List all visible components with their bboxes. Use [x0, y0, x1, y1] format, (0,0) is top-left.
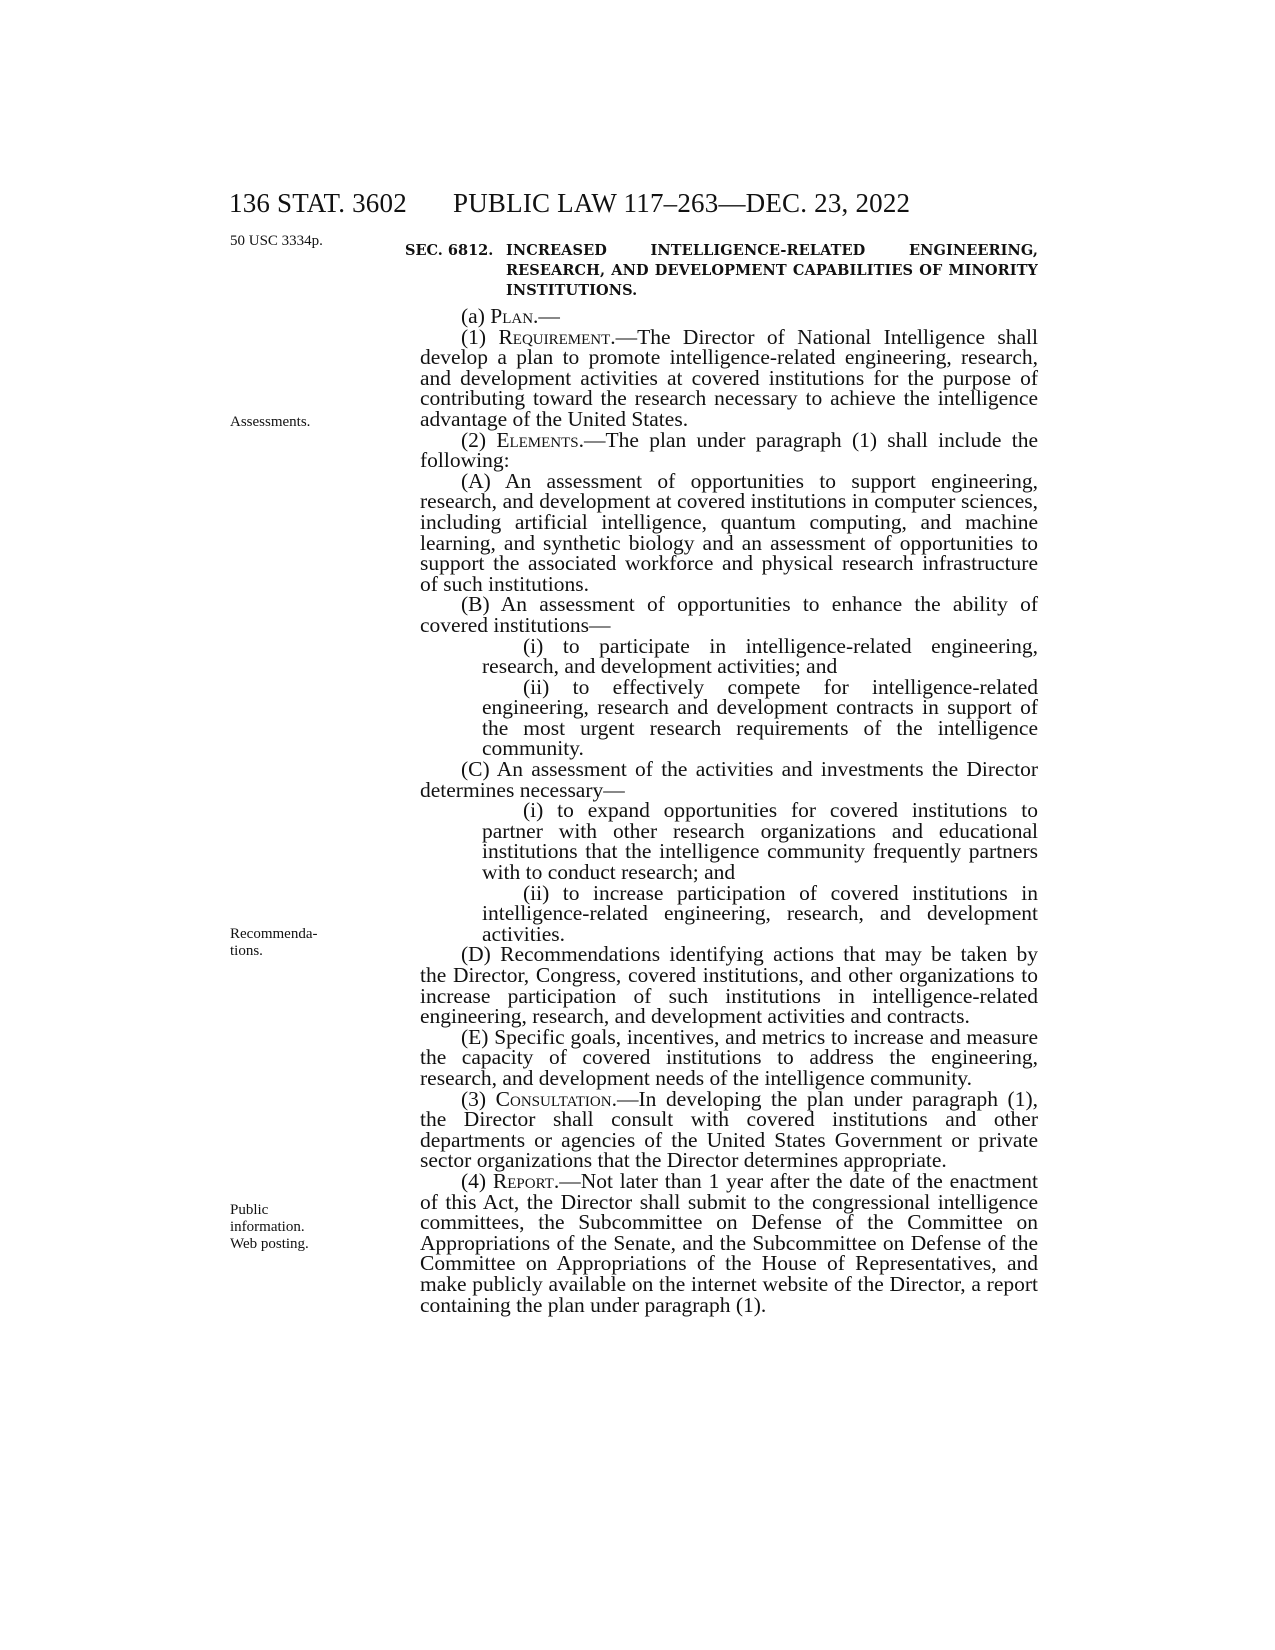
subparagraph-2E: (E) Specific goals, incentives, and metrics to increase and measure the capacity of covered institutions to address the engineering, research, and development needs of the intelligence community. [420, 1024, 1038, 1090]
margin-note-line: information. [230, 1219, 305, 1235]
paragraph-3: (3) Consultation.—In developing the plan under paragraph (1), the Director shall consult with covered institutions and other departments or agencies of the United States Government or private sector organizations that the Director determines appropriate. [420, 1086, 1038, 1173]
margin-note-assessments: Assessments. [230, 414, 311, 430]
paragraph-2: (2) Elements.—The plan under paragraph (1) shall include the following: [420, 427, 1038, 473]
clause-2C-ii: (ii) to increase participation of covered institutions in intelligence-related engineering, research, and development activities. [482, 880, 1038, 946]
law-title: PUBLIC LAW 117–263—DEC. 23, 2022 [453, 188, 911, 218]
paragraph-1: (1) Requirement.—The Director of National Intelligence shall develop a plan to promote intelligence-related engineering, research, and development activities at covered institutions for the purpose of contributing toward the research necessary to achieve the intelligence advantage of the United States. [420, 324, 1039, 431]
paragraph-4: (4) Report.—Not later than 1 year after the date of the enactment of this Act, the Director shall submit to the congressional intelligence committees, the Subcommittee on Defense of the Committee on Appropriations of the Senate, and the Subcommittee on Defense of the Committee on Appropriations of the House of Representatives, and make publicly available on the internet website of the Director, a report containing the plan under paragraph (1). [420, 1168, 1038, 1317]
margin-note-line: Web posting. [230, 1236, 309, 1252]
clause-2B-i: (i) to participate in intelligence-related engineering, research, and development activities; and [482, 633, 1038, 679]
clause-2B-ii: (ii) to effectively compete for intelligence-related engineering, research and development contracts in support of the most urgent research requirements of the intelligence community. [482, 674, 1038, 761]
margin-note-public-information [230, 1202, 350, 1253]
subparagraph-2B: (B) An assessment of opportunities to enhance the ability of covered institutions— [420, 592, 1038, 637]
section-body [420, 306, 1038, 1315]
running-head [229, 188, 911, 219]
margin-note-line: Public [230, 1202, 269, 1218]
subparagraph-2D: (D) Recommendations identifying actions that may be taken by the Director, Congress, covered institutions, and other organizations to increase participation of such institutions in intelligence-related engineering, research, and development activities and contracts. [420, 942, 1038, 1029]
stat-page-number: 136 STAT. 3602 [229, 188, 407, 218]
subsection-a-heading: (a) Plan.— [461, 304, 560, 328]
section-label: SEC. 6812. [405, 242, 494, 259]
margin-note-recommendations [230, 926, 350, 960]
margin-note-usc: 50 USC 3334p. [230, 233, 323, 249]
subparagraph-2A: (A) An assessment of opportunities to support engineering, research, and development at covered institutions in computer sciences, including artificial intelligence, quantum computing, and machine learning, and synthetic biology and an assessment of opportunities to support the associated workforce and physical research infrastructure of such institutions. [420, 468, 1038, 596]
section-heading [405, 241, 1038, 301]
clause-2C-i: (i) to expand opportunities for covered institutions to partner with other research organizations and educational institutions that the intelligence community frequently partners with to conduct research; and [482, 798, 1038, 885]
section-title: INCREASED INTELLIGENCE-RELATED ENGINEERING, RESEARCH, AND DEVELOPMENT CAPABILITIES OF MINORITY INSTITUTIONS. [506, 242, 1038, 299]
margin-note-line: tions. [230, 943, 263, 959]
margin-note-line: Recommenda- [230, 926, 318, 942]
subparagraph-2C: (C) An assessment of the activities and investments the Director determines necessary— [420, 757, 1038, 802]
